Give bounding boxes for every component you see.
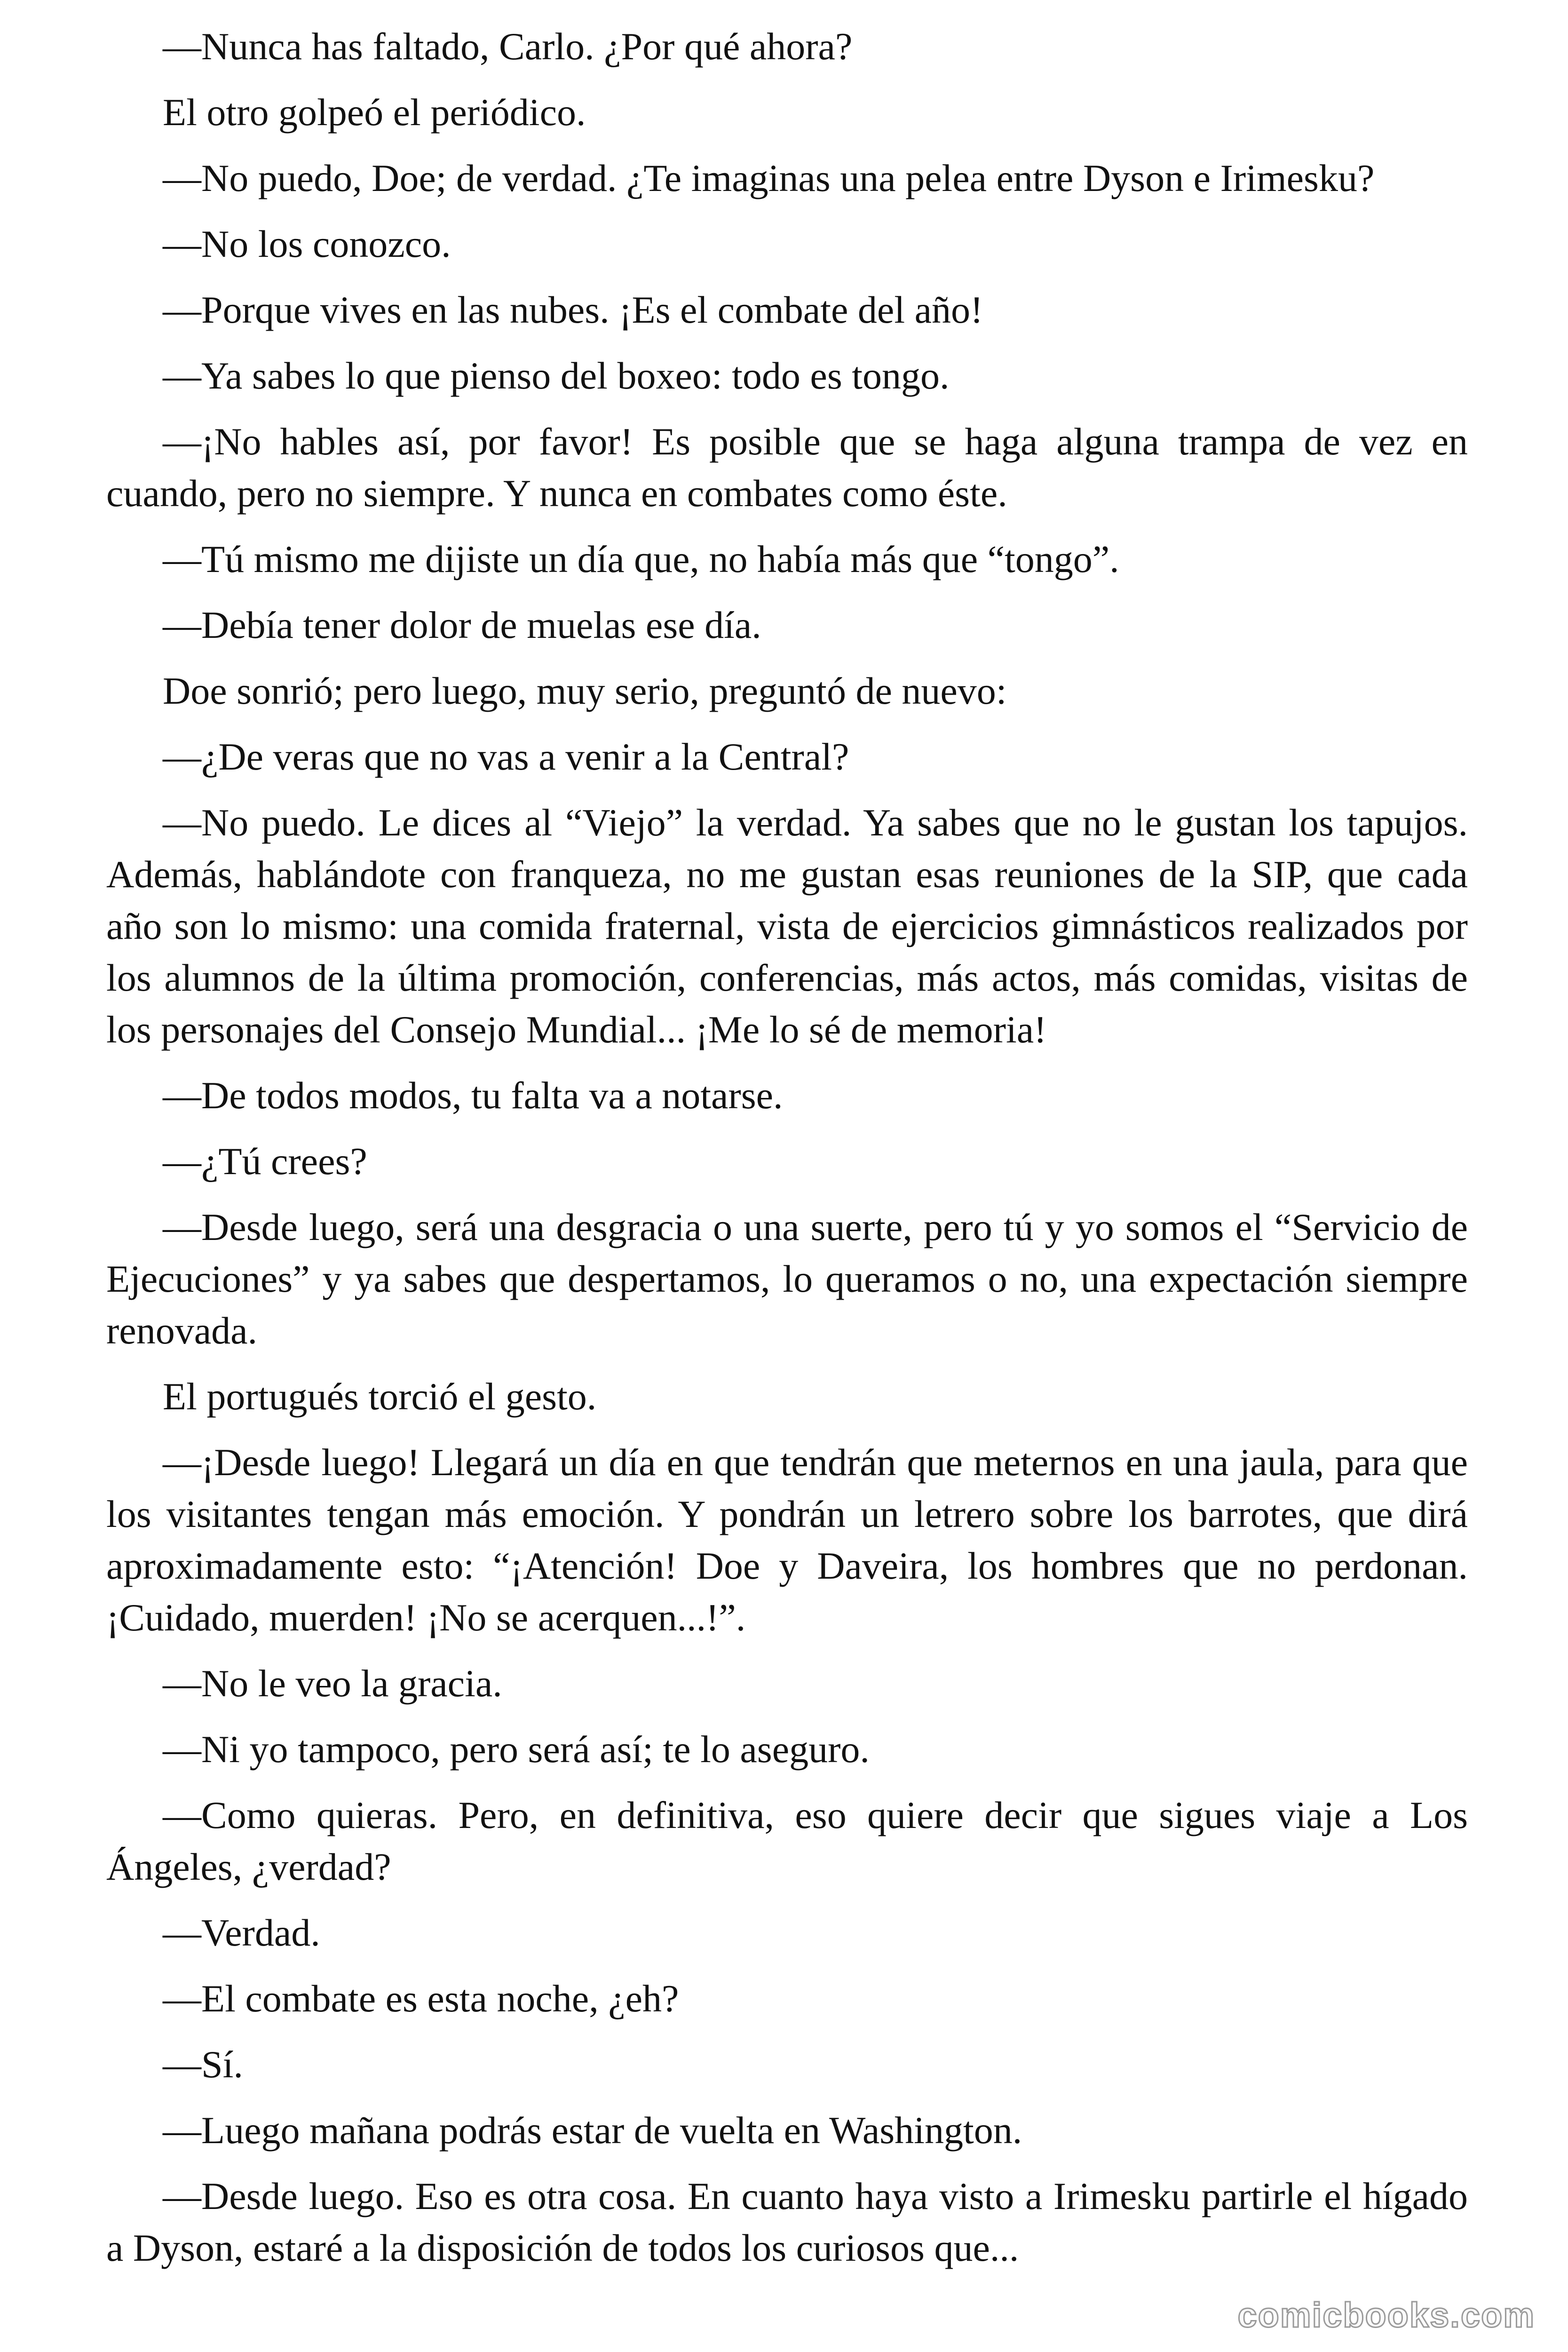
paragraph: —Debía tener dolor de muelas ese día. <box>163 604 761 646</box>
paragraph: —¡No hables así, por favor! Es posible que se haga alguna trampa de vez en cuando, pero no siempre. Y nunca en combates como éste. <box>106 420 1468 515</box>
paragraph: —Porque vives en las nubes. ¡Es el combate del año! <box>163 288 983 331</box>
paragraph: —Ni yo tampoco, pero será así; te lo aseguro. <box>163 1728 870 1771</box>
paragraph: —Sí. <box>163 2043 243 2086</box>
page-text <box>106 21 1468 2288</box>
paragraph: —El combate es esta noche, ¿eh? <box>163 1977 679 2020</box>
paragraph: —Desde luego. Eso es otra cosa. En cuanto haya visto a Irimesku partirle el hígado a Dyson, estaré a la disposición de todos los curiosos que... <box>106 2175 1468 2269</box>
paragraph: Doe sonrió; pero luego, muy serio, preguntó de nuevo: <box>163 669 1007 712</box>
paragraph: —¿Tú crees? <box>163 1140 367 1183</box>
paragraph: —No puedo. Le dices al “Viejo” la verdad. Ya sabes que no le gustan los tapujos. Además, hablándote con franqueza, no me gustan esas reuniones de la SIP, que cada año son lo mismo: una comida fraternal, vista de ejercicios gimnásticos realizados por los alumnos de la última promoción, conferencias, más actos, más comidas, visitas de los personajes del Consejo Mundial... ¡Me lo sé de memoria! <box>106 801 1468 1051</box>
paragraph: —No le veo la gracia. <box>163 1662 502 1705</box>
paragraph: —Verdad. <box>163 1911 320 1954</box>
paragraph: —De todos modos, tu falta va a notarse. <box>163 1074 783 1117</box>
paragraph: —Luego mañana podrás estar de vuelta en Washington. <box>163 2109 1022 2152</box>
paragraph: —Desde luego, será una desgracia o una suerte, pero tú y yo somos el “Servicio de Ejecuciones” y ya sabes que despertamos, lo queramos o no, una expectación siempre renovada. <box>106 1206 1468 1352</box>
paragraph: —Como quieras. Pero, en definitiva, eso quiere decir que sigues viaje a Los Ángeles, ¿verdad? <box>106 1794 1468 1888</box>
paragraph: —¿De veras que no vas a venir a la Central? <box>163 735 849 778</box>
watermark-logo: comicbooks.com <box>1237 2296 1535 2335</box>
paragraph: El portugués torció el gesto. <box>163 1375 597 1418</box>
paragraph: El otro golpeó el periódico. <box>163 91 586 134</box>
paragraph: —Nunca has faltado, Carlo. ¿Por qué ahora? <box>163 25 853 68</box>
paragraph: —No puedo, Doe; de verdad. ¿Te imaginas una pelea entre Dyson e Irimesku? <box>163 157 1375 199</box>
paragraph: —Tú mismo me dijiste un día que, no había más que “tongo”. <box>163 538 1119 580</box>
paragraph: —Ya sabes lo que pienso del boxeo: todo es tongo. <box>163 354 950 397</box>
paragraph: —¡Desde luego! Llegará un día en que tendrán que meternos en una jaula, para que los visitantes tengan más emoción. Y pondrán un letrero sobre los barrotes, que dirá aproximadamente esto: “¡Atención! Doe y Daveira, los hombres que no perdonan. ¡Cuidado, muerden! ¡No se acerquen...!”. <box>106 1441 1468 1639</box>
paragraph: —No los conozco. <box>163 222 451 265</box>
